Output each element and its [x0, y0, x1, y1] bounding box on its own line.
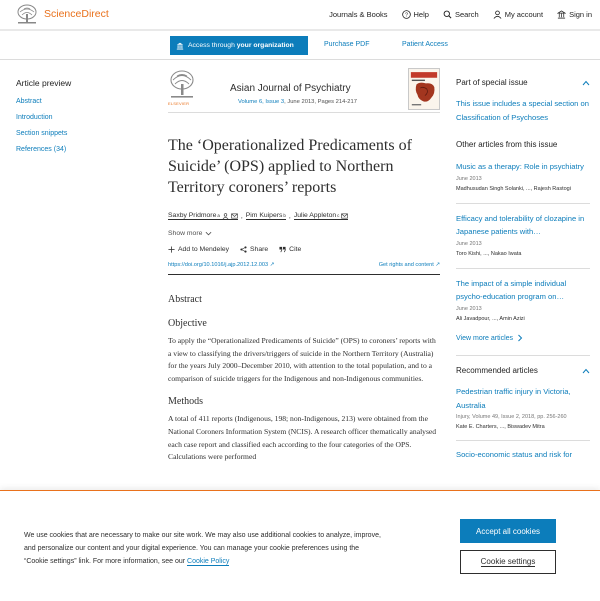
author-affiliation: c — [337, 213, 340, 218]
patient-access-link[interactable]: Patient Access — [402, 41, 448, 48]
author-separator: , — [240, 212, 243, 220]
other-articles-header — [456, 140, 590, 149]
author-name: Saxby Pridmore — [168, 212, 217, 219]
article-preview-heading: Article preview — [16, 78, 72, 88]
doi-row — [168, 262, 440, 275]
author-affiliation: b — [283, 213, 286, 218]
accept-all-cookies-button[interactable]: Accept all cookies — [460, 519, 556, 543]
author-separator: , — [288, 212, 291, 220]
article-date: June 2013 — [456, 240, 482, 247]
methods-heading: Methods — [168, 396, 203, 408]
cookie-message — [24, 529, 384, 568]
quote-icon — [279, 246, 286, 253]
special-issue-heading: Part of special issue — [456, 78, 528, 87]
purchase-pdf-link[interactable]: Purchase PDF — [324, 41, 370, 48]
list-item — [456, 385, 590, 430]
rights-text: Get rights and content — [378, 262, 434, 268]
top-nav — [315, 0, 592, 29]
article-authors: Kate E. Charters, ..., Biswadev Mitra — [456, 424, 545, 430]
doi-text: https://doi.org/10.1016/j.ajp.2012.12.003 — [168, 262, 269, 268]
article-source: Injury, Volume 49, Issue 2, 2018, pp. 256-260 — [456, 414, 567, 420]
add-to-mendeley-label: Add to Mendeley — [178, 246, 230, 253]
cookie-text: We use cookies that are necessary to make our site work. We may also use additional cookies to analyze, improve, and personalize our content and your digital experience. You can manage your cookie preferences using the “Cookie settings” link. For more information, see our — [24, 532, 381, 565]
date-pages: , June 2013, Pages 214-217 — [284, 99, 357, 105]
cookie-settings-label: Cookie settings — [480, 557, 536, 566]
article-authors: Toro Kishi, ..., Nakao Iwata — [456, 250, 522, 257]
special-issue-link[interactable]: This issue includes a special section on Classification of Psychoses — [456, 99, 589, 122]
view-more-articles-link[interactable] — [456, 332, 590, 346]
recommended-heading: Recommended articles — [456, 366, 538, 375]
methods-text: A total of 411 reports (Indigenous, 198; non-Indigenous, 213) were obtained from the National Coroners Information System (NCIS). A research officer thematically analysed each case report and classified each according to the four categories of the OPS. Calculations were performed — [168, 414, 437, 462]
view-more-label: View more articles — [456, 334, 514, 342]
author-affiliation: a — [217, 213, 220, 218]
institution-icon — [176, 42, 184, 50]
person-icon — [222, 213, 229, 219]
journals-books-label: Journals & Books — [329, 10, 388, 19]
cookie-policy-link[interactable]: Cookie Policy — [187, 558, 230, 565]
sign-in-label: Sign in — [569, 10, 592, 19]
author-link[interactable] — [294, 212, 349, 220]
author-link[interactable] — [168, 212, 238, 220]
divider — [456, 203, 590, 204]
recommended-header[interactable] — [456, 366, 590, 375]
search-link[interactable] — [443, 10, 479, 19]
author-link[interactable] — [246, 212, 286, 220]
share-label: Share — [250, 246, 269, 253]
sign-in-link[interactable] — [557, 10, 592, 19]
my-account-label: My account — [504, 10, 544, 19]
external-link-icon: ↗ — [435, 262, 440, 268]
journal-header — [168, 68, 440, 113]
access-prefix: Access through — [188, 42, 237, 49]
svg-text:?: ? — [404, 12, 408, 19]
share-icon — [240, 246, 247, 253]
objective-text: To apply the “Operationalized Predicaments of Suicide” (OPS) to coroners’ reports with a view to classifying the drivers/triggers of suicide in the Northern Territory (Australia) for the years July 2000–December 2010, with attention to the total population, and to a comparison of suicide triggers for the Indigenous and non-Indigenous communities. — [168, 336, 436, 383]
add-to-mendeley-button[interactable] — [168, 246, 229, 253]
author-name: Julie Appleton — [293, 212, 337, 219]
article-link[interactable]: Pedestrian traffic injury in Victoria, Australia — [456, 387, 571, 410]
brand-name: ScienceDirect — [44, 8, 109, 20]
outline-section-snippets-link[interactable]: Section snippets — [16, 130, 68, 137]
institution-icon — [557, 10, 566, 19]
divider — [456, 268, 590, 269]
volume-issue-link[interactable]: Volume 6, Issue 3 — [238, 99, 285, 105]
divider — [456, 355, 590, 356]
cookie-banner — [0, 490, 600, 601]
author-list — [168, 212, 440, 220]
envelope-icon — [341, 213, 348, 219]
my-account-link[interactable] — [493, 10, 543, 19]
list-item — [456, 277, 590, 322]
help-label: Help — [413, 10, 429, 19]
other-articles-heading: Other articles from this issue — [456, 140, 558, 149]
help-icon — [402, 10, 411, 19]
outline-references-link[interactable]: References (34) — [16, 146, 67, 153]
search-label: Search — [454, 10, 479, 19]
envelope-icon — [231, 213, 238, 219]
search-icon — [443, 10, 452, 19]
right-sidebar — [456, 78, 590, 462]
top-bar — [0, 0, 600, 31]
access-organization-label: your organization — [236, 42, 294, 49]
chevron-right-icon — [517, 334, 523, 342]
article-link[interactable]: Music as a therapy: Role in psychiatry — [456, 162, 584, 171]
chevron-down-icon — [205, 230, 212, 237]
show-more-button[interactable] — [168, 230, 440, 237]
article-date: June 2013 — [456, 305, 482, 312]
doi-link[interactable] — [168, 262, 274, 268]
journal-cover-image[interactable] — [408, 68, 440, 110]
objective-heading: Objective — [168, 318, 207, 329]
article-authors: Ali Javadpour, ..., Amin Azizi — [456, 315, 525, 322]
article-date: June 2013 — [456, 175, 482, 182]
article-link[interactable]: Efficacy and tolerability of clozapine in Japanese patients with… — [456, 213, 585, 236]
author-name: Pim Kuipers — [245, 212, 283, 219]
cookie-settings-button[interactable] — [460, 550, 556, 574]
abstract-heading: Abstract — [168, 294, 202, 305]
access-bar — [0, 31, 600, 60]
show-more-label: Show more — [168, 230, 203, 237]
publisher-name: ELSEVIER — [168, 101, 190, 106]
journal-title[interactable]: Asian Journal of Psychiatry — [230, 83, 351, 94]
external-link-icon: ↗ — [269, 262, 275, 268]
outline-abstract-link[interactable]: Abstract — [16, 98, 42, 105]
chevron-up-icon — [582, 368, 590, 374]
article-actions — [168, 246, 440, 253]
chevron-up-icon — [582, 80, 590, 86]
journals-books-link[interactable] — [329, 10, 387, 19]
elsevier-logo[interactable] — [168, 68, 196, 102]
list-item — [456, 212, 590, 257]
cite-label: Cite — [289, 246, 302, 253]
article-link[interactable]: The impact of a simple individual psycho-education program on… — [456, 278, 567, 301]
article-main — [168, 68, 440, 464]
article-link[interactable]: Socio-economic status and risk for — [456, 450, 573, 459]
plus-icon — [168, 246, 175, 253]
list-item — [456, 448, 590, 462]
journal-issue-info — [238, 99, 357, 105]
article-title: The ‘Operationalized Predicaments of Suicide’ (OPS) applied to Northern Territory coroners’ reports — [168, 137, 412, 196]
article-outline — [16, 78, 136, 162]
special-issue-header[interactable] — [456, 78, 590, 87]
access-organization-button[interactable] — [170, 36, 308, 55]
person-icon — [493, 10, 502, 19]
list-item — [456, 160, 590, 192]
article-authors: Madhusudan Singh Solanki, ..., Rajesh Rastogi — [456, 185, 571, 192]
rights-link[interactable] — [379, 262, 440, 268]
elsevier-tree-icon — [16, 4, 38, 24]
cite-button[interactable] — [279, 246, 301, 253]
outline-introduction-link[interactable]: Introduction — [16, 114, 53, 121]
sciencedirect-logo[interactable] — [16, 4, 109, 24]
help-link[interactable] — [402, 10, 429, 19]
share-button[interactable] — [240, 246, 268, 253]
divider — [456, 440, 590, 441]
